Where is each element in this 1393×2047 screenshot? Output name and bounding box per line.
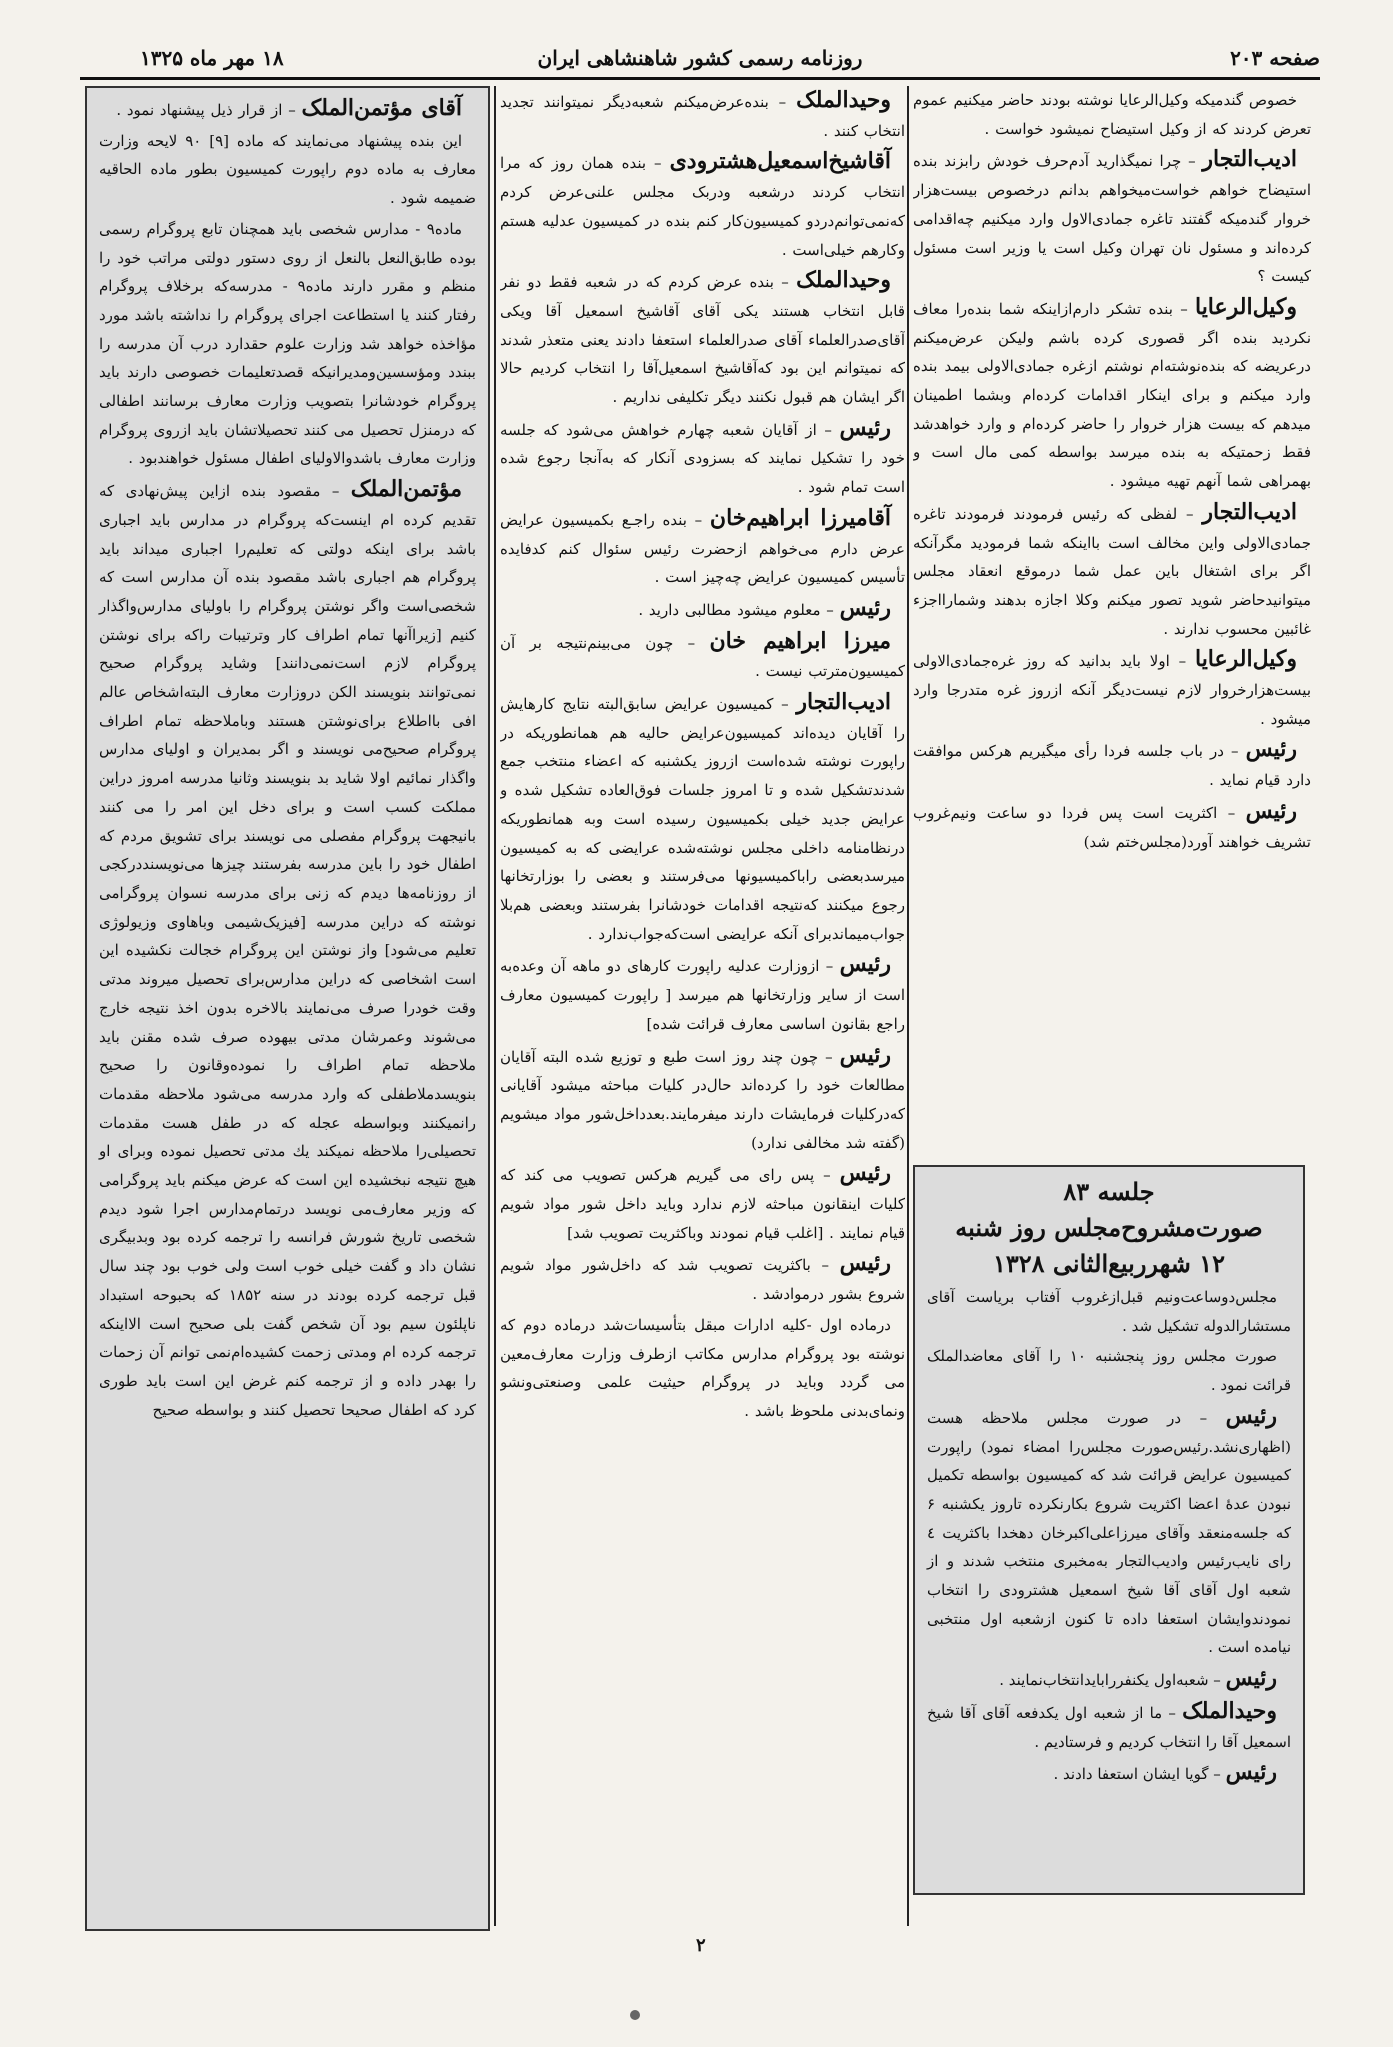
paragraph-text: – اکثریت است پس فردا دو ساعت ونیم‌غروب تشریف خواهند آورد(مجلس‌ختم شد): [913, 803, 1311, 851]
paragraph-text: – معلوم میشود مطالبی دارید .: [638, 600, 834, 619]
speaker-name: وحیدالملک: [796, 87, 891, 113]
paragraph: [99, 94, 476, 125]
paragraph: [500, 627, 905, 686]
speaker-name: وحیدالملک: [796, 267, 891, 294]
paragraph: [500, 86, 905, 145]
paragraph: [99, 127, 476, 213]
header-date: ۱۸ مهر ماه ۱۳۲۵: [140, 46, 284, 70]
paragraph: [913, 645, 1311, 733]
paragraph: [913, 145, 1311, 291]
speaker-name: وحیدالملک: [1182, 1697, 1277, 1724]
paragraph-text: این بنده پیشنهاد می‌نمایند که ماده [۹] ۹۰ لایحه وزارت معارف به ماده دوم راپورت کمیسیون بطور ماده الحاقیه ضمیمه شود .: [99, 131, 476, 208]
speaker-name: ادیب‌التجار: [796, 689, 891, 716]
paragraph-text: – چرا نمیگذارید آدم‌حرف خودش رابزند بنده استیضاح خواهم خواست‌میخواهم بدانم درخصوص بیست‌هزار خروار گندمیکه گفتند تاغره جمادی‌الاول وارد میکنیم چه‌اقدامی کرده‌اند و مسئول نان تهران وکیل است یا وزیر است مسئول کیست ؟: [913, 152, 1311, 286]
paragraph-text: صورت مجلس روز پنجشنبه ۱۰ را آقای معاضدالملک قرائت نمود .: [927, 1347, 1291, 1395]
speaker-name: ادیب‌التجار: [1202, 498, 1297, 525]
paragraph-text: – مقصود بنده ازاین پیش‌نهادی که تقدیم کرده ام اینست‌که پروگرام در مدارس باید اجباری باشد برای اینکه دولتی که تعلیم‌را اجباری میداند باید پروگرام هم اجباری باشد مقصود بنده آن مدارس است که شخصی‌است واگر نوشتن پروگرام را باولیای مدارس‌واگذار کنیم [زیراآنها تمام اطراف کار وترتیبات راکه برای نوشتن پروگرام لازم است‌نمی‌دانند] وشاید پروگرام صحیح نمی‌توانند بنویسند الکن دروزارت معارف البته‌اشخاص عالم افی بااطلاع برای‌نوشتن هستند وباملاحظه تمام اطراف پروگرام صحیح‌می نویسند و اگر بمدیران و اولیای مدارس واگذار نمائیم اولا شاید بد بنویسند وثانیا مدرسه امروز دراین مملکت کسب است و برای دخل این امر را می کنند بانیجهت پروگرام مفصلی می نویسند برای تشویق مردم که اطفال خود را باین مدرسه بفرستند چیزها می‌نویسند‌درکجی از روزنامه‌ها دیدم که زنی برای مدرسه نسوان پروگرامی نوشته که دراین مدرسه [فیزیک‌شیمی وباهاوی وزیولوژی تعلیم می‌شود] واز نوشتن این پروگرام خجالت نکشیده این است اشخاصی که دراین مدارس‌برای تحصیل میروند مدتی وقت خودرا صرف می‌نمایند بالاخره بدون اخذ نتیجه خارج می‌شوند وعمرشان مدتی بیهوده صرف شده مقنن باید ملاحظه تمام اطراف را نموده‌وقانون را صحیح بنویسدملاطفلی که وارد مدرسه می‌شود ملاحظه مقدمات رانمیکنند وبواسطه عجله که در طفل هست مقدمات تحصیلی‌را ملاحظه نمیکند یك مدتی تحصیل نموده وبرای او هیچ نتیجه نبخشیده این است که عرض میکنم باید پروگرامی که وزیر معارف‌می نویسد درتمام‌مدارس اجرا شود دیدم شخصی تاریخ شورش فرانسه را ترجمه کرده بود وبدبیگری نشان داد و گفت خیلی خوب است ولی خوب بود چند سال قبل ترجمه کرده بودند در سنه ۱۸۵۲ که بحبوحه استبداد ناپلئون سیم بود آن شخص گفت بلی صحیح است الااینکه ترجمه کرده ام ومدتی زحمت کشیده‌ام‌نمی توانم آن زحمات را بهدر داده و از ترجمه کنم غرض این است باید طوری کرد که اطفال صحیحا تحصیل کنند و بواسطه صحیح: [99, 482, 477, 1419]
speaker-name: رئیس: [1225, 1665, 1277, 1692]
paragraph: [913, 735, 1311, 794]
column-divider-left: [494, 86, 496, 1926]
column-divider-right: [907, 86, 909, 1926]
paragraph-text: خصوص گندمیکه وکیل‌الرعایا نوشته بودند حاضر میکنیم عموم تعرض کردند که از وکیل استیضاح نمیشود خواست .: [913, 91, 1311, 138]
speaker-name: مؤتمن‌الملک: [350, 476, 462, 503]
ink-blot: [630, 2010, 640, 2020]
paragraph-text: – در صورت مجلس ملاحظه هست (اظهاری‌نشد.رئیس‌صورت مجلس‌را امضاء نمود) راپورت کمیسیون عرایض قرائت شد که کمیسیون بواسطه تکمیل نبودن عدۀ اعضا اکثریت شروع بکارنکرده تاروز یکشنبه ۶ که جلسه‌منعقد وآقای میرزاعلی‌اکبرخان دهخدا باکثریت ٤ رای نایب‌رئیس وادیب‌التجار به‌مخبری منتخب شدند و از شعبه اول آقای آقا شیخ اسمعیل هشترودی را انتخاب نمودندوایشان استعفا داده تا کنون ازشعبه اول منتخبی نیامده است .: [927, 1408, 1291, 1657]
paragraph: [927, 1342, 1291, 1399]
paragraph-text: – بنده‌عرض‌میکنم شعبه‌دیگر نمیتوانند تجدید انتخاب کنند .: [500, 93, 905, 140]
paragraph-text: – باکثریت تصویب شد که داخل‌شور مواد شویم شروع بشور درمواد‌شد .: [500, 1256, 905, 1304]
paragraph: [500, 266, 905, 412]
paragraph-text: – چون چند روز است طبع و توزیع شده البته آقایان مطالعات خود را کرده‌اند حال‌در کلیات مباحثه میشود آقایانی که‌درکلیات فرمایشات دارند میفرمایند.بعدداخل‌شور مواد میشویم (گفته شد مخالفی ندارد): [500, 1047, 905, 1152]
middle-column: [500, 86, 905, 1931]
paragraph: [913, 86, 1311, 143]
paragraph-text: – کمیسیون عرایض سابق‌البته نتایج کارهایش را آقایان دیده‌اند کمیسیون‌عرایض حالیه هم همانطوریکه در راپورت نوشته شده‌است ازروز یکشنبه که اعضاء منتخب جمع شدند‌تشکیل شده و تا امروز جلسات فوق‌العاده تشکیل شده و عرایض جدید خیلی بکمیسیون رسیده است وبه همانطوریکه درنظامنامه داخلی مجلس نوشته‌شده‌ عرایضی که به کمیسیون میرسد‌بعضی راباکمیسیونها می‌فرستند و بعضی را بوزارتخانها رجوع میکنند که‌نتیجه اقدامات خودشانرا بفرستند وبعضی هم‌بلا جواب‌میماندبرای آنکه عرایضی است‌که‌جواب‌ندارد .: [500, 695, 905, 943]
paragraph: [500, 1159, 905, 1247]
paragraph: [927, 1283, 1291, 1340]
paragraph-text: – بنده عرض کردم که در شعبه فقط دو نفر قابل انتخاب هستند یکی آقای آقاشیخ اسمعیل آقا ویکی آقای‌صدرالعلماء آقای صدرالعلماء استعفا دادند یعنی متعذر شدند که نمیتوانم این بود که‌آقاشیخ اسمعیل‌آقا را انتخاب کردیم حالا اگر ایشان هم قبول نکنند دیگر تکلیفی نداریم .: [500, 273, 905, 407]
speaker-name: آقای مؤتمن‌الملک: [301, 95, 462, 121]
paragraph: [500, 594, 905, 625]
paragraph: [927, 1664, 1291, 1695]
paragraph-text: – ازوزارت عدلیه راپورت کارهای دو ماهه آن وعده‌به است از سایر وزارتخانها هم میرسد [ راپورت کمیسیون معارف راجع بقانون اساسی معارف قرائت شده]: [500, 957, 905, 1033]
speaker-name: رئیس: [839, 1041, 892, 1068]
page-mark: ۲: [696, 1935, 706, 1956]
paragraph-text: – بنده تشکر دارم‌ازاینکه شما بنده‌را معاف نکردید بنده اگر قصوری کرده باشم ولیکن عرض‌میکنم درعریضه که بنده‌نوشته‌ام نوشتم ازغره جمادی‌الاولی بیمد بنده وارد میکنم و برای اینکار اقدامات کرده‌ام وبشما اطمینان میدهم که بیست هزار خروار را حاضر کرده‌ام و وارد خواهدشد فقط زحمتیکه به بنده میرسد بواسطه کمی مال است و بهمراهی شما آنهم تهیه میشود .: [913, 299, 1311, 491]
paragraph: [99, 215, 476, 473]
paragraph: [500, 504, 905, 592]
paragraph-text: – در باب جلسه فردا رأی میگیریم هرکس موافقت دارد قیام نماید .: [913, 742, 1311, 790]
speaker-name: رئیس: [839, 1160, 891, 1187]
speaker-name: رئیس: [1245, 797, 1297, 824]
paragraph: [500, 1249, 905, 1308]
speaker-name: وکیل‌الرعایا: [1194, 293, 1297, 320]
speaker-name: میرزا ابراهیم خان: [709, 627, 891, 654]
paragraph-text: – ما از شعبه اول یکدفعه آقای آقا شیخ اسمعیل آقا را انتخاب کردیم و فرستادیم .: [927, 1703, 1291, 1751]
speaker-name: وکیل‌الرعایا: [1194, 646, 1297, 673]
speaker-name: رئیس: [1225, 1402, 1277, 1429]
paragraph: [927, 1758, 1291, 1789]
paragraph: [500, 688, 905, 948]
session-paragraphs: [927, 1283, 1291, 1789]
paragraph-text: – بنده همان روز که مرا انتخاب کردند درشعبه ودربک مجلس علنی‌عرض کردم که‌نمی‌توانم‌دردو کمیسیون‌کار کنم بنده در کمیسیون عدلیه هستم وکارهم خیلی‌است .: [500, 154, 905, 259]
session-number: جلسه ۸۳: [1063, 1177, 1155, 1206]
speaker-name: رئیس: [839, 594, 891, 621]
speaker-name: ادیب‌التجار: [1202, 146, 1297, 173]
paragraph-text: – بنده راجـع بکمیسیون عرایض عرض دارم می‌خواهم ازحضرت رئیس سئوال کنم کدفایده تأسیس کمیسیون عرایض چه‌چیز است .: [500, 510, 905, 587]
paragraph: [500, 1041, 905, 1158]
paragraph-text: مجلس‌دوساعت‌ونیم قبل‌ازغروب آفتاب بریاست آقای مستشارالدوله تشکیل شد .: [927, 1288, 1291, 1335]
speaker-name: رئیس: [1225, 1759, 1277, 1786]
paragraph-text: ماده۹ - مدارس شخصی باید همچنان تابع پروگرام رسمی بوده طابق‌النعل بالنعل از روی دستور دولتی مراتب خود را منظم و مقرر دارند ماده۹ - مدرسه‌که برخلاف پروگرام رفتار کنند یا استطاعت اجرای پروگرام را نداشته باشد مورد مؤاخذه خواهد شد وزارت علوم حقدارد درب آن مدرسه را ببندد ومؤسسین‌ومدیرانیکه قصدتعلیمات خصوصی دارند باید پروگرام خودشانرا بتصویب وزارت معارف برسانند اطفالی که درمنزل تحصیل می کنند تحصیلاتشان باید ازروی پروگرام وزارت معارف باشدوالاولیای اطفال مسئول خواهندبود .: [99, 219, 476, 468]
header-page-number: صفحه ۲۰۳: [1230, 46, 1320, 70]
session-date: ۱۲ شهرربیع‌الثانی ۱۳۲۸: [993, 1249, 1225, 1278]
paragraph-text: – چون می‌بینم‌نتیجه بر آن کمیسیون‌مترتب نیست .: [500, 633, 905, 681]
speaker-name: آقاشیخ‌اسمعیل‌هشترودی: [669, 148, 891, 175]
speaker-name: رئیس: [1245, 736, 1297, 763]
paragraph-text: درماده اول -کلیه ادارات مبقل بتأسیسات‌شد درماده دوم که نوشته بود پروگرام مدارس مکاتب ازطرف وزارت معارف‌معین می گردد وباید در پروگرام حیثیت علمی وصنعتی‌ونشو ونمای‌بدنی ملحوظ باشد .: [500, 1315, 905, 1420]
paragraph-text: – از آقایان شعبه چهارم خواهش می‌شود که جلسه خود را تشکیل نمایند که بسزودی آنکار که به‌آنجا رجوع شده است تمام شود .: [500, 420, 905, 497]
paragraph-text: – لفظی که رئیس فرمودند فرمودند تاغره جمادی‌الاولی واین مخالف است بااینکه شما فرمودید مگرآنکه اگر برای اشتغال باین عمل شما درموقع انعقاد مجلس میتوانیدحاضر شوید تصور میکنم وکلا اجازه بدهند وشمارااجزء غائبین محسوب ندارند .: [913, 504, 1311, 638]
paragraph: [500, 1311, 905, 1426]
paragraph-text: – گویا ایشان استعفا دادند .: [1053, 1765, 1221, 1784]
paragraph: [500, 414, 905, 502]
speaker-name: رئیس: [839, 414, 891, 441]
paragraph: [927, 1697, 1291, 1756]
paragraph: [99, 475, 476, 1424]
paragraph: [500, 950, 905, 1038]
paragraph-text: – از قرار ذیل پیشنهاد نمود .: [116, 101, 296, 119]
session-83-box: [913, 1165, 1305, 1895]
paragraph: [927, 1402, 1291, 1662]
left-column: [85, 86, 490, 1931]
paragraph-text: – پس رای می گیریم هرکس تصویب می کند که کلیات اینقانون مباحثه لازم ندارد وباید داخل شور مواد شویم قیام نمایند . [اغلب قیام نمودند وباکثریت تصویب شد]: [500, 1166, 905, 1242]
paragraph: [913, 498, 1311, 644]
page-header: [80, 38, 1320, 74]
paragraph-text: – شعبه‌اول یکنفررابایدانتخاب‌نمایند .: [999, 1671, 1221, 1690]
speaker-name: رئیس: [839, 951, 891, 978]
header-rule: [80, 77, 1320, 80]
paragraph: [500, 147, 905, 264]
header-title: روزنامه رسمی کشور شاهنشاهی ایران: [537, 46, 863, 70]
speaker-name: آقامیرزا ابراهیم‌خان: [709, 504, 891, 531]
paragraph: [913, 797, 1311, 856]
speaker-name: رئیس: [839, 1250, 891, 1277]
session-heading: صورت‌مشروح‌مجلس روز شنبه: [955, 1213, 1263, 1242]
paragraph-text: – اولا باید بدانید که روز غره‌جمادی‌الاولی بیست‌هزارخروار لازم نیست‌دیگر آنکه ازروز غره متدرجا وارد میشود .: [913, 652, 1311, 728]
paragraph: [913, 293, 1311, 496]
